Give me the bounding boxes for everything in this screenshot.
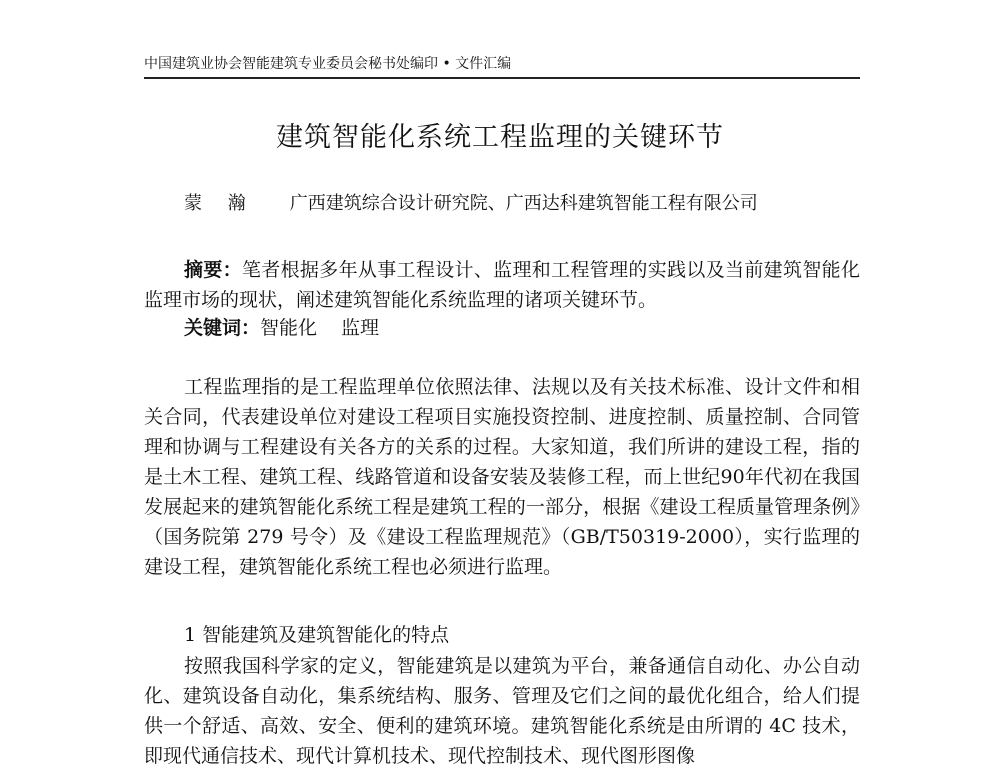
section-heading-1: 1 智能建筑及建筑智能化的特点 <box>184 624 450 646</box>
article-title: 建筑智能化系统工程监理的关键环节 <box>276 122 724 153</box>
body-paragraph-1: 工程监理指的是工程监理单位依照法律、法规以及有关技术标准、设计文件和相关合同，代表建设单位对建设工程项目实施投资控制、进度控制、质量控制、合同管理和协调与工程建设有关各方的关系的过程。大家知道，我们所讲的建设工程，指的是土木工程、建筑工程、线路管道和设备安装及装修工程，而上世纪90年代初在我国发展起来的建筑智能化系统工程是建筑工程的一部分，根据《建设工程质量管理条例》（国务院第 279 号令）及《建设工程监理规范》（GB/T50319-2000），实行监理的建设工程，建筑智能化系统工程也必须进行监理。 <box>144 376 860 578</box>
keywords-label: 关键词： <box>184 317 261 339</box>
abstract-text: 笔者根据多年从事工程设计、监理和工程管理的实践以及当前建筑智能化监理市场的现状，阐述建筑智能化系统监理的诸项关键环节。 <box>144 259 860 311</box>
running-header: 中国建筑业协会智能建筑专业委员会秘书处编印 • 文件汇编 <box>144 51 860 79</box>
keywords <box>184 313 379 343</box>
abstract-label: 摘要： <box>184 259 242 281</box>
author-affiliation: 广西建筑综合设计研究院、广西达科建筑智能工程有限公司 <box>289 193 758 214</box>
author-line <box>184 190 758 218</box>
keywords-text: 智能化 监理 <box>260 317 380 339</box>
author-name: 蒙 瀚 <box>184 193 256 214</box>
body-paragraph-2: 按照我国科学家的定义，智能建筑是以建筑为平台，兼备通信自动化、办公自动化、建筑设备自动化，集系统结构、服务、管理及它们之间的最优化组合，给人们提供一个舒适、高效、安全、便利的建筑环境。建筑智能化系统是由所谓的 4C 技术，即现代通信技术、现代计算机技术、现代控制技术、现代图形图像 <box>144 655 860 767</box>
abstract <box>144 255 860 315</box>
